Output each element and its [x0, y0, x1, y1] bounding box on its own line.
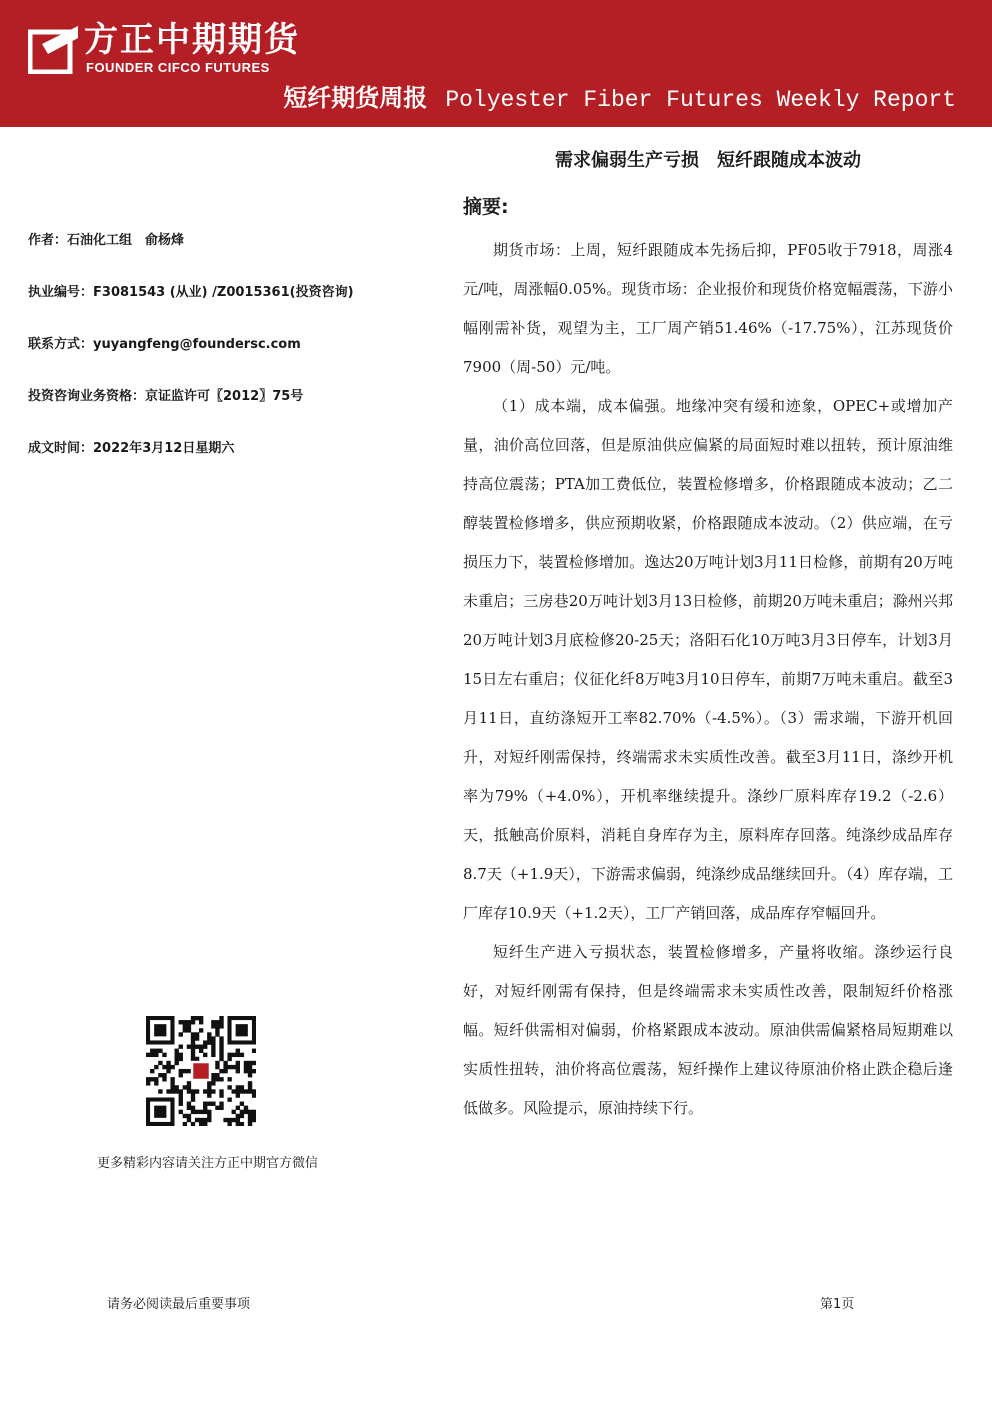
founder-logo-icon: [28, 24, 78, 74]
meta-qualification: [28, 382, 428, 434]
abstract-label: 摘要:: [463, 196, 509, 218]
meta-author: [28, 226, 428, 278]
meta-label: 作者：: [28, 233, 68, 248]
report-title-en: Polyester Fiber Futures Weekly Report: [445, 87, 956, 113]
footer-notice: 请务必阅读最后重要事项: [107, 1297, 251, 1312]
report-title-cn: 短纤期货周报: [283, 84, 428, 112]
brand-name-en: FOUNDER CIFCO FUTURES: [86, 60, 270, 75]
report-headline: 需求偏弱生产亏损 短纤跟随成本波动: [555, 150, 861, 171]
header-banner: [0, 0, 992, 127]
paragraph-fundamentals: （1）成本端，成本偏强。地缘冲突有缓和迹象，OPEC+或增加产量，油价高位回落，但是原油供应偏紧的局面短时难以扭转，预计原油维持高位震荡；PTA加工费低位，装置检修增多，价格跟随成本波动；乙二醇装置检修增多，供应预期收紧，价格跟随成本波动。（2）供应端，在亏损压力下，装置检修增加。逸达20万吨计划3月11日检修，前期有20万吨未重启；三房巷20万吨计划3月13日检修，前期20万吨未重启；滁州兴邦20万吨计划3月底检修20-25天；洛阳石化10万吨3月3日停车，计划3月15日左右重启；仪征化纤8万吨3月10日停车，前期7万吨未重启。截至3月11日，直纺涤短开工率82.70%（-4.5%）。（3）需求端，下游开机回升，对短纤刚需保持，终端需求未实质性改善。截至3月11日，涤纱开机率为79%（+4.0%），开机率继续提升。涤纱厂原料库存19.2（-2.6）天，抵触高价原料，消耗自身库存为主，原料库存回落。纯涤纱成品库存8.7天（+1.9天），下游需求偏弱，纯涤纱成品继续回升。（4）库存端，工厂库存10.9天（+1.2天），工厂产销回落，成品库存窄幅回升。: [463, 397, 953, 922]
wechat-qr-code[interactable]: [146, 1016, 256, 1126]
meta-label: 投资咨询业务资格：: [28, 389, 146, 404]
page-number: 第1页: [820, 1297, 855, 1312]
meta-license: [28, 278, 428, 330]
qr-code-icon: [146, 1016, 256, 1126]
meta-label: 执业编号：: [28, 285, 94, 300]
meta-value: 京证监许可〖2012〗75号: [145, 389, 304, 404]
meta-value: yuyangfeng@foundersc.com: [93, 337, 301, 352]
brand-name-cn: 方正中期期货: [84, 20, 300, 60]
meta-value: F3081543 (从业) /Z0015361(投资咨询): [93, 285, 354, 300]
meta-date: [28, 434, 428, 486]
author-info: [28, 226, 428, 486]
paragraph-market: 期货市场：上周，短纤跟随成本先扬后抑，PF05收于7918，周涨4元/吨，周涨幅0.05%。现货市场：企业报价和现货价格宽幅震荡，下游小幅刚需补货，观望为主，工厂周产销51.46%（-17.75%），江苏现货价7900（周-50）元/吨。: [463, 241, 953, 376]
abstract-body: [463, 231, 953, 1128]
meta-label: 成文时间：: [28, 441, 94, 456]
meta-value: 石油化工组 俞杨烽: [67, 233, 185, 248]
meta-label: 联系方式：: [28, 337, 94, 352]
report-title: [283, 82, 956, 116]
meta-contact: [28, 330, 428, 382]
paragraph-outlook: 短纤生产进入亏损状态，装置检修增多，产量将收缩。涤纱运行良好，对短纤刚需有保持，但是终端需求未实质性改善，限制短纤价格涨幅。短纤供需相对偏弱，价格紧跟成本波动。原油供需偏紧格局短期难以实质性扭转，油价将高位震荡，短纤操作上建议待原油价格止跌企稳后逢低做多。风险提示，原油持续下行。: [463, 943, 953, 1117]
meta-value: 2022年3月12日星期六: [93, 441, 235, 456]
qr-caption: 更多精彩内容请关注方正中期官方微信: [96, 1156, 318, 1171]
